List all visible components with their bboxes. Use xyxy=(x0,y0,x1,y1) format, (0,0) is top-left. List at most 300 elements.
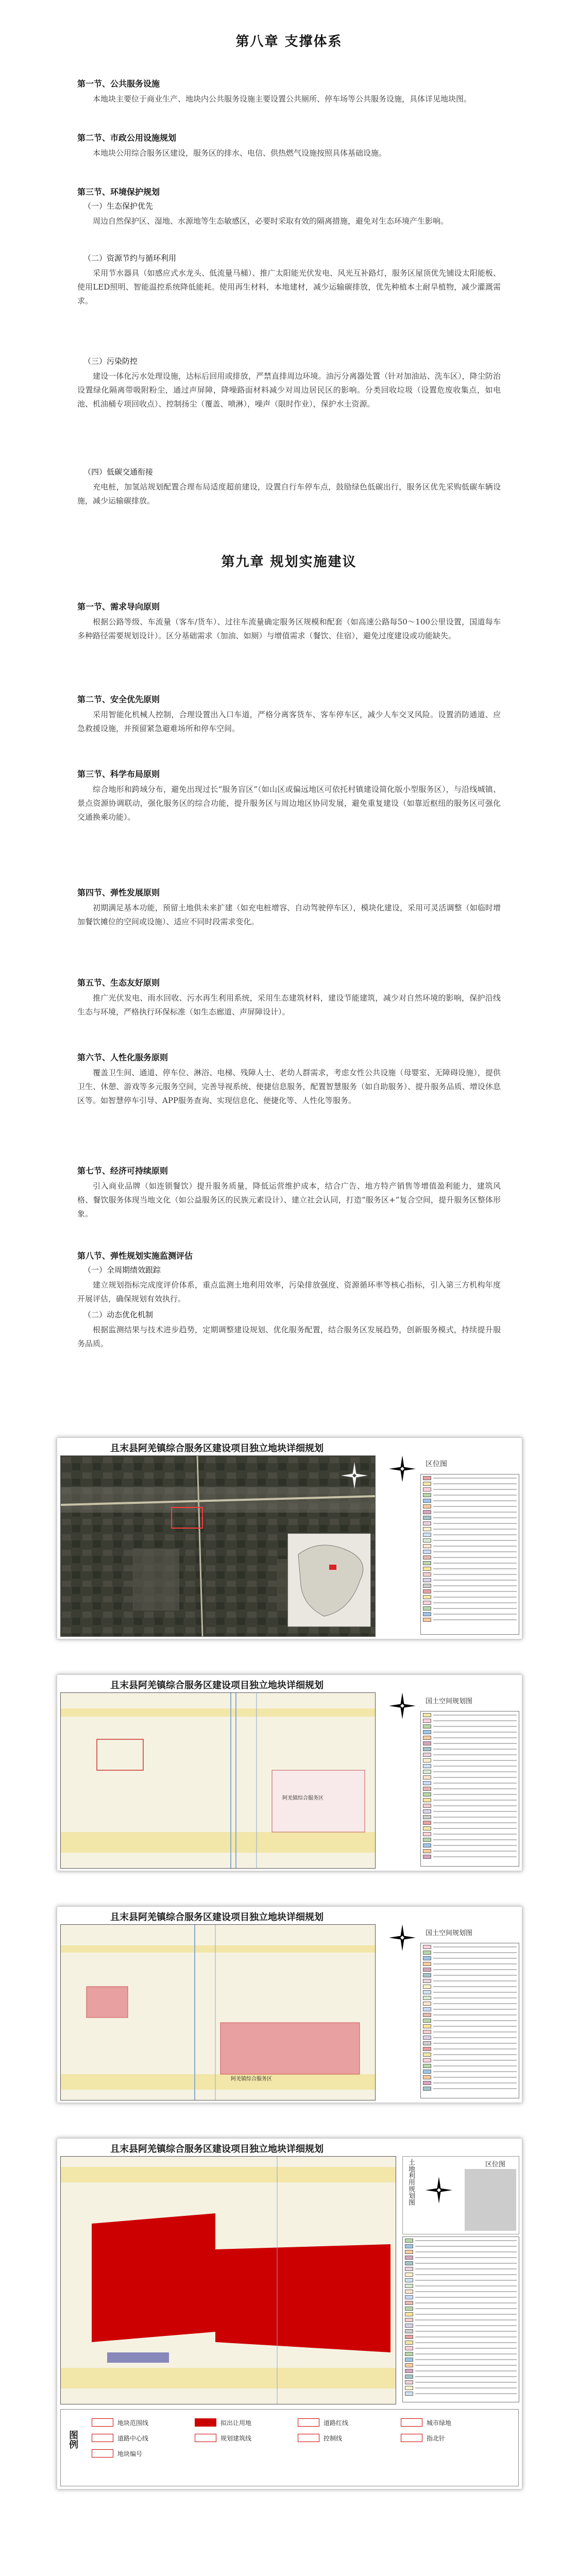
legend-swatch xyxy=(423,1809,431,1814)
legend-row xyxy=(423,1973,517,1977)
ch9-sec-1-para: 根据公路等级、车流量（客车/货车）、过往车流量确定服务区规模和配套（如高速公路每50～100公里设置，国道每车多种路径需要规划设计）。区分基础需求（加油、如厕）与增值需求（餐饮、住宿），避免过度建设或功能缺失。 xyxy=(77,617,501,640)
legend-row xyxy=(423,1550,517,1554)
ch9-sec-5-heading: 第五节、生态友好原则 xyxy=(77,978,160,988)
ch8-sec-1-para: 本地块主要位于商业生产、地块内公共服务设施主要设置公共厕所、停车场等公共服务设施，具体详见地块图。 xyxy=(93,94,472,104)
legend-footer-item xyxy=(298,2430,401,2446)
legend-text-placeholder xyxy=(433,2071,517,2072)
legend-row xyxy=(405,2324,517,2328)
legend-row xyxy=(423,1527,517,1531)
legend-swatch xyxy=(405,2307,413,2311)
parcel-label: 阿羌镇综合服务区 xyxy=(231,2076,272,2082)
ch9-sec-6-para: 覆盖卫生间、通道、停车位、淋浴、电梯、残障人士、老幼人群需求，考虑女性公共设施（母婴室、无障碍设施），提供卫生、休憩、游戏等多元服务空间，完善导视系统、便捷信息服务，配置智慧服务（如自助服务）、提升服务品质、增设休息区等。如智慧停车引导、APP服务查询、实现信息化、便捷化等、人性化等服务。 xyxy=(77,1068,501,1105)
legend-text-placeholder xyxy=(433,1551,517,1552)
legend-row xyxy=(423,1589,517,1594)
legend-footer-swatch xyxy=(92,2449,113,2458)
legend-row xyxy=(423,1815,517,1819)
legend-row xyxy=(423,1968,517,1972)
legend-row xyxy=(423,2041,517,2045)
legend-row xyxy=(405,2273,517,2277)
legend-swatch xyxy=(423,1962,431,1966)
legend-swatch xyxy=(423,1753,431,1757)
inset-label: 国土空间规划图 xyxy=(426,1929,473,1937)
chapter-9-title: 第九章 规划实施建议 xyxy=(221,554,357,570)
legend-swatch xyxy=(405,2267,413,2271)
legend-swatch xyxy=(405,2318,413,2322)
legend-row xyxy=(423,1798,517,1802)
legend-row xyxy=(423,1538,517,1543)
legend-swatch xyxy=(423,1499,431,1503)
legend-text-placeholder xyxy=(433,2077,517,2078)
legend-text-placeholder xyxy=(433,1946,517,1947)
legend-footer-item xyxy=(298,2415,401,2430)
legend-swatch xyxy=(423,1843,431,1848)
map-legend xyxy=(402,2236,519,2402)
legend-row xyxy=(423,2030,517,2034)
legend-text-placeholder xyxy=(415,2342,517,2343)
legend-swatch xyxy=(423,1945,431,1949)
map-panel-1 xyxy=(57,1437,522,1639)
legend-row xyxy=(405,2295,517,2299)
location-inset xyxy=(287,1533,371,1627)
legend-text-placeholder xyxy=(433,1805,517,1806)
legend-row xyxy=(423,1809,517,1814)
legend-row xyxy=(405,2312,517,2316)
legend-footer-text: 城市绿地 xyxy=(427,2419,452,2427)
legend-swatch xyxy=(423,1815,431,1819)
legend-row xyxy=(423,1499,517,1503)
legend-text-placeholder xyxy=(433,1517,517,1518)
legend-swatch xyxy=(405,2335,413,2339)
inset-label: 土地利用规划图 xyxy=(407,2159,415,2206)
legend-swatch xyxy=(423,1561,431,1565)
inset-map xyxy=(288,1534,370,1626)
legend-text-placeholder xyxy=(415,2308,517,2309)
legend-swatch xyxy=(405,2346,413,2350)
legend-row xyxy=(423,2081,517,2085)
legend-swatch xyxy=(405,2284,413,2288)
legend-text-placeholder xyxy=(433,1845,517,1846)
map-2-title: 且末县阿羌镇综合服务区建设项目独立地块详细规划 xyxy=(110,1680,324,1691)
legend-swatch xyxy=(405,2352,413,2356)
legend-text-placeholder xyxy=(415,2387,517,2388)
legend-swatch xyxy=(423,1595,431,1599)
legend-row xyxy=(423,1578,517,1582)
legend-swatch xyxy=(405,2278,413,2282)
legend-footer-swatch xyxy=(401,2418,422,2427)
legend-text-placeholder xyxy=(433,1715,517,1716)
legend-swatch xyxy=(423,2036,431,2040)
legend-row xyxy=(405,2284,517,2288)
legend-text-placeholder xyxy=(433,2020,517,2021)
legend-text-placeholder xyxy=(415,2370,517,2371)
legend-row xyxy=(423,1561,517,1565)
ch9-sub-2-para: 根据监测结果与技术进步趋势，定期调整建设规划、优化服务配置，结合服务区发展趋势，创新服务模式，持续提升服务品质。 xyxy=(77,1325,501,1348)
legend-footer-item xyxy=(401,2415,504,2430)
legend-swatch xyxy=(423,1849,431,1853)
legend-row xyxy=(405,2267,517,2271)
legend-swatch xyxy=(423,1792,431,1797)
legend-row xyxy=(405,2363,517,2367)
legend-text-placeholder xyxy=(415,2336,517,2337)
legend-row xyxy=(423,1792,517,1797)
legend-footer-item xyxy=(195,2415,298,2430)
plan-map xyxy=(60,2156,396,2404)
legend-footer-text: 拟出让用地 xyxy=(220,2419,252,2427)
legend-text-placeholder xyxy=(433,1754,517,1755)
legend-text-placeholder xyxy=(415,2263,517,2264)
legend-row xyxy=(423,1719,517,1723)
legend-footer-item xyxy=(92,2430,195,2446)
legend-text-placeholder xyxy=(433,2082,517,2083)
legend-swatch xyxy=(405,2380,413,2384)
legend-footer-text: 控制线 xyxy=(324,2434,343,2442)
legend-row xyxy=(423,1504,517,1509)
legend-swatch xyxy=(423,1775,431,1780)
ch9-sec-4-para: 初期满足基本功能，预留土地供未来扩建（如充电桩增容、自动驾驶停车区），模块化建设，采用可灵活调整（如临时增加餐饮摊位的空间或设施）、适应不同时段需求变化。 xyxy=(77,903,501,926)
legend-swatch xyxy=(405,2324,413,2328)
legend-row xyxy=(423,1555,517,1560)
legend-text-placeholder xyxy=(433,1602,517,1603)
legend-swatch xyxy=(423,1612,431,1616)
legend-row xyxy=(423,1764,517,1768)
legend-row xyxy=(423,1521,517,1526)
legend-text-placeholder xyxy=(433,1766,517,1767)
legend-footer-item xyxy=(195,2430,298,2446)
map-panel-3 xyxy=(57,1906,522,2103)
legend-swatch xyxy=(423,1798,431,1802)
legend-row xyxy=(423,2019,517,2023)
legend-swatch xyxy=(423,1516,431,1520)
legend-swatch xyxy=(423,1719,431,1723)
legend-swatch xyxy=(423,2075,431,2079)
legend-swatch xyxy=(405,2386,413,2390)
legend-text-placeholder xyxy=(433,1749,517,1750)
legend-text-placeholder xyxy=(433,1771,517,1772)
legend-row xyxy=(423,1595,517,1599)
legend-swatch xyxy=(423,1990,431,1994)
legend-swatch xyxy=(405,2256,413,2260)
legend-footer-label: 图例 xyxy=(67,2430,78,2449)
ch9-sec-5-para: 推广光伏发电、雨水回收、污水再生利用系统，采用生态建筑材料，建设节能建筑，减少对自然环境的影响，保护沿线生态与环境，严格执行环保标准（如生态廊道、声屏障设计）。 xyxy=(77,993,501,1016)
legend-row xyxy=(405,2290,517,2294)
legend-row xyxy=(423,1843,517,1848)
legend-swatch xyxy=(423,1487,431,1492)
plan-map xyxy=(60,1692,376,1869)
legend-text-placeholder xyxy=(433,2048,517,2049)
legend-swatch xyxy=(423,1787,431,1791)
legend-text-placeholder xyxy=(433,1608,517,1609)
legend-row xyxy=(423,2002,517,2006)
ch8-sub-2-label: （二）资源节约与循环利用 xyxy=(83,253,177,263)
legend-footer-text: 地块编号 xyxy=(117,2450,143,2458)
legend-swatch xyxy=(405,2273,413,2277)
plan-map xyxy=(60,1924,376,2100)
legend-text-placeholder xyxy=(415,2325,517,2326)
legend-row xyxy=(423,1487,517,1492)
legend-row xyxy=(423,1951,517,1955)
map-legend xyxy=(420,1474,519,1635)
legend-text-placeholder xyxy=(433,1958,517,1959)
legend-swatch xyxy=(423,1533,431,1537)
legend-swatch xyxy=(423,1713,431,1717)
legend-row xyxy=(423,1770,517,1774)
legend-text-placeholder xyxy=(433,1811,517,1812)
legend-text-placeholder xyxy=(433,1726,517,1727)
legend-row xyxy=(423,1601,517,1605)
ch9-sec-8-heading: 第八节、弹性规划实施监测评估 xyxy=(77,1251,193,1261)
ch8-sub-2-para: 采用节水器具（如感应式水龙头、低流量马桶）、推广太阳能光伏发电、风光互补路灯，服务区屋顶优先铺设太阳能板、使用LED照明、智能温控系统降低能耗。使用再生材料，本地建材，减少运输碳排放，优先种植本土耐旱植物，减少灌溉需求。 xyxy=(77,268,501,306)
ch9-sec-4-heading: 第四节、弹性发展原则 xyxy=(77,888,160,897)
legend-swatch xyxy=(423,1601,431,1605)
legend-text-placeholder xyxy=(415,2268,517,2269)
ch9-sub-2-label: （二）动态优化机制 xyxy=(83,1310,154,1319)
ch9-sec-7-heading: 第七节、经济可持续原则 xyxy=(77,1166,168,1176)
legend-text-placeholder xyxy=(433,1534,517,1535)
legend-row xyxy=(423,1832,517,1836)
legend-row xyxy=(405,2358,517,2362)
legend-text-placeholder xyxy=(433,2037,517,2038)
legend-footer-swatch xyxy=(298,2434,319,2442)
ch8-sub-1-label: （一）生态保护优先 xyxy=(83,201,154,211)
legend-swatch xyxy=(405,2261,413,2265)
legend-footer-text: 规划建筑线 xyxy=(220,2434,252,2442)
legend-row xyxy=(423,2024,517,2028)
legend-swatch xyxy=(423,1832,431,1836)
legend-row xyxy=(423,2075,517,2079)
legend-row xyxy=(423,1713,517,1717)
legend-text-placeholder xyxy=(433,2026,517,2027)
legend-swatch xyxy=(405,2358,413,2362)
legend-text-placeholder xyxy=(415,2280,517,2281)
legend-swatch xyxy=(405,2369,413,2373)
legend-row xyxy=(423,2013,517,2017)
legend-row xyxy=(405,2392,517,2396)
legend-swatch xyxy=(423,1724,431,1728)
ch8-sec-2-heading: 第二节、市政公用设施规划 xyxy=(77,133,177,143)
legend-row xyxy=(405,2341,517,2345)
legend-text-placeholder xyxy=(433,1856,517,1857)
legend-text-placeholder xyxy=(415,2314,517,2315)
legend-text-placeholder xyxy=(415,2285,517,2286)
legend-swatch xyxy=(423,1618,431,1622)
legend-swatch xyxy=(405,2244,413,2248)
legend-swatch xyxy=(423,1826,431,1831)
legend-text-placeholder xyxy=(415,2257,517,2258)
legend-swatch xyxy=(423,1736,431,1740)
legend-row xyxy=(405,2380,517,2384)
legend-row xyxy=(405,2318,517,2322)
legend-swatch xyxy=(423,1781,431,1785)
legend-row xyxy=(423,1979,517,1983)
legend-row xyxy=(405,2278,517,2282)
legend-row xyxy=(405,2375,517,2379)
legend-row xyxy=(423,1747,517,1751)
legend-text-placeholder xyxy=(433,1500,517,1501)
legend-row xyxy=(405,2301,517,2305)
map-4-title: 且末县阿羌镇综合服务区建设项目独立地块详细规划 xyxy=(110,2144,324,2155)
legend-row xyxy=(423,1945,517,1949)
legend-row xyxy=(405,2386,517,2390)
legend-swatch xyxy=(423,1758,431,1762)
legend-row xyxy=(423,1741,517,1745)
legend-footer-text: 道路红线 xyxy=(324,2419,349,2427)
legend-row xyxy=(423,1493,517,1497)
legend-footer-swatch xyxy=(92,2418,113,2427)
compass-icon xyxy=(387,1690,418,1721)
ch9-sec-1-heading: 第一节、需求导向原则 xyxy=(77,602,160,612)
legend-row xyxy=(423,1787,517,1791)
legend-text-placeholder xyxy=(433,1777,517,1778)
legend-text-placeholder xyxy=(433,1986,517,1987)
ch8-sub-3-para: 建设一体化污水处理设施，达标后回用或排放，严禁直排周边环境。油污分离器处置（针对加油站、洗车区），降尘防治设置绿化隔离带吸附粉尘，通过声屏障，降噪路面材料减少对周边居民区的影响。分类回收垃圾（设置危废收集点，如电池、机油桶专项回收点）、控制扬尘（覆盖、喷淋），噪声（限时作业），保护水土资源。 xyxy=(77,371,501,409)
legend-swatch xyxy=(423,2064,431,2068)
legend-text-placeholder xyxy=(433,1828,517,1829)
legend-swatch xyxy=(423,1555,431,1560)
legend-row xyxy=(423,1990,517,1994)
map-panel-4 xyxy=(57,2138,522,2489)
legend-text-placeholder xyxy=(433,1523,517,1524)
legend-row xyxy=(423,1730,517,1734)
legend-swatch xyxy=(423,2053,431,2057)
legend-row xyxy=(423,1544,517,1548)
locator-thumbnail xyxy=(465,2169,516,2231)
legend-swatch xyxy=(423,1821,431,1825)
parcel-label: 阿羌镇综合服务区 xyxy=(282,1795,324,1801)
legend-text-placeholder xyxy=(433,2054,517,2055)
ch8-sub-1-para: 周边自然保护区、湿地、水源地等生态敏感区，必要时采取有效的隔离措施，避免对生态环境产生影响。 xyxy=(93,216,449,226)
map-1-title: 且末县阿羌镇综合服务区建设项目独立地块详细规划 xyxy=(110,1443,324,1454)
legend-footer-swatch xyxy=(195,2418,216,2427)
legend-text-placeholder xyxy=(433,1557,517,1558)
legend-swatch xyxy=(423,1747,431,1751)
legend-row xyxy=(423,1572,517,1577)
legend-row xyxy=(423,1962,517,1966)
legend-swatch xyxy=(423,1538,431,1543)
legend-row xyxy=(423,1804,517,1808)
legend-swatch xyxy=(423,1578,431,1582)
legend-text-placeholder xyxy=(433,1489,517,1490)
legend-swatch xyxy=(423,1838,431,1842)
legend-swatch xyxy=(423,1504,431,1509)
legend-text-placeholder xyxy=(433,1822,517,1823)
map-legend xyxy=(420,1943,519,2098)
legend-row xyxy=(405,2329,517,2333)
legend-text-placeholder xyxy=(433,2065,517,2066)
ch8-sec-3-heading: 第三节、环境保护规划 xyxy=(77,187,160,197)
legend-swatch xyxy=(423,1956,431,1960)
legend-text-placeholder xyxy=(433,1969,517,1970)
legend-text-placeholder xyxy=(433,1585,517,1586)
legend-text-placeholder xyxy=(433,1800,517,1801)
compass-icon xyxy=(423,2175,454,2206)
legend-row xyxy=(423,1956,517,1960)
legend-text-placeholder xyxy=(433,1760,517,1761)
legend-text-placeholder xyxy=(433,1574,517,1575)
inset-label: 区位图 xyxy=(426,1460,447,1468)
legend-swatch xyxy=(405,2295,413,2299)
legend-row xyxy=(423,1606,517,1611)
legend-text-placeholder xyxy=(433,1997,517,1998)
legend-row xyxy=(423,1510,517,1514)
legend-swatch xyxy=(405,2341,413,2345)
legend-swatch xyxy=(405,2363,413,2367)
ch9-sec-2-heading: 第二节、安全优先原则 xyxy=(77,694,160,704)
legend-text-placeholder xyxy=(415,2274,517,2275)
legend-row xyxy=(405,2250,517,2254)
legend-text-placeholder xyxy=(415,2393,517,2394)
legend-footer-text: 道路中心线 xyxy=(117,2434,149,2442)
legend-text-placeholder xyxy=(433,1506,517,1507)
legend-text-placeholder xyxy=(433,1975,517,1976)
satellite-map xyxy=(60,1455,376,1637)
legend-row xyxy=(423,2064,517,2068)
legend-footer-swatch xyxy=(401,2434,422,2442)
legend-swatch xyxy=(423,2058,431,2062)
legend-text-placeholder xyxy=(433,1619,517,1620)
legend-text-placeholder xyxy=(415,2246,517,2247)
ch8-sec-2-para: 本地块公用综合服务区建设，服务区的排水、电信、供热燃气设施按照具体基础设施。 xyxy=(93,148,387,158)
legend-text-placeholder xyxy=(433,2003,517,2004)
legend-swatch xyxy=(423,1979,431,1983)
legend-row xyxy=(423,1618,517,1622)
legend-text-placeholder xyxy=(415,2331,517,2332)
legend-footer-item xyxy=(401,2430,504,2446)
legend-swatch xyxy=(423,2007,431,2011)
legend-row xyxy=(423,1567,517,1571)
legend-row xyxy=(423,2007,517,2011)
compass-icon xyxy=(339,1460,370,1491)
legend-swatch xyxy=(423,2047,431,2051)
ch9-sub-1-label: （一）全周期绩效跟踪 xyxy=(83,1265,161,1275)
legend-text-placeholder xyxy=(433,1483,517,1484)
legend-row xyxy=(405,2352,517,2356)
legend-text-placeholder xyxy=(433,1851,517,1852)
legend-swatch xyxy=(423,1606,431,1611)
legend-swatch xyxy=(423,1476,431,1480)
legend-swatch xyxy=(423,1527,431,1531)
legend-text-placeholder xyxy=(415,2251,517,2252)
legend-row xyxy=(423,1533,517,1537)
legend-footer-items xyxy=(92,2415,514,2482)
legend-text-placeholder xyxy=(433,1783,517,1784)
legend-text-placeholder xyxy=(433,1794,517,1795)
legend-text-placeholder xyxy=(433,2043,517,2044)
legend-swatch xyxy=(423,2013,431,2017)
map-legend xyxy=(420,1711,519,1867)
legend-row xyxy=(423,1724,517,1728)
legend-swatch xyxy=(423,1764,431,1768)
legend-text-placeholder xyxy=(433,1495,517,1496)
legend-row xyxy=(423,1996,517,2000)
ch9-sec-7-para: 引入商业品牌（如连锁餐饮）提升服务质量，降低运营维护成本，结合广告、地方特产销售等增值盈利能力，建筑风格、餐饮服务体现当地文化（如公益服务区的民族元素设计）、建立社会认同，打造“服务区+”复合空间，提升服务区整体形象。 xyxy=(77,1181,501,1218)
ch9-sec-3-para: 综合地形和跨域分布，避免出现过长“服务盲区”（如山区或偏远地区可依托村镇建设简化版小型服务区），与沿线城镇、景点资源协调联动，强化服务区的综合功能，提升服务区与周边地区协同发展，避免重复建设（如靠近枢纽的服务区可强化交通换乘功能）。 xyxy=(77,785,501,822)
legend-row xyxy=(423,1753,517,1757)
compass-icon xyxy=(387,1453,418,1484)
map-3-title: 且末县阿羌镇综合服务区建设项目独立地块详细规划 xyxy=(110,1912,324,1923)
legend-text-placeholder xyxy=(433,1839,517,1840)
plan-drawing xyxy=(61,2157,396,2404)
ch9-sec-3-heading: 第三节、科学布局原则 xyxy=(77,769,160,779)
legend-text-placeholder xyxy=(433,2014,517,2015)
ch8-sub-4-label: （四）低碳交通衔接 xyxy=(83,467,154,477)
legend-swatch xyxy=(423,1996,431,2000)
legend-text-placeholder xyxy=(433,1788,517,1789)
legend-text-placeholder xyxy=(433,1963,517,1964)
legend-row xyxy=(405,2346,517,2350)
legend-row xyxy=(405,2261,517,2265)
legend-row xyxy=(423,1482,517,1486)
legend-swatch xyxy=(423,2002,431,2006)
